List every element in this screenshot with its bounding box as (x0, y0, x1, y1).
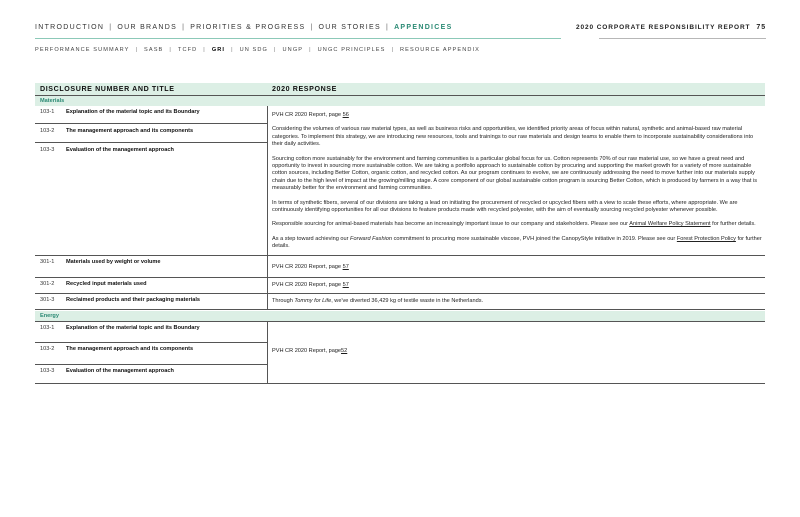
energy-response: PVH CR 2020 Report, page 52 (268, 321, 765, 383)
response-paragraph: Considering the volumes of various raw material types, as well as business risks and opportunities, we identified priority areas of focus within natural, synthetic and animal-based raw material categories. To implement this strategy, we are introducing new resources, tools and trainings to our raw materials and design teams to enable them to incorporate sustainability considerations into their daily activities. (272, 126, 754, 148)
top-nav (35, 24, 453, 31)
response-paragraph: PVH CR 2020 Report, page 56 (272, 112, 349, 118)
subnav-performance-summary[interactable]: PERFORMANCE SUMMARY (35, 47, 130, 53)
subnav-ungp[interactable]: UNGP (282, 47, 304, 53)
nav-separator: | (310, 24, 314, 31)
disclosure-number: 301-1 (40, 258, 55, 265)
subnav-un-sdg[interactable]: UN SDG (239, 47, 268, 53)
materials-disclosure-list (35, 106, 268, 255)
subnav-sasb[interactable]: SASB (144, 47, 164, 53)
page-link[interactable]: 52 (341, 348, 348, 355)
sub-nav (35, 47, 480, 53)
subnav-separator: | (309, 47, 312, 53)
report-header-divider (599, 38, 766, 39)
subnav-separator: | (135, 47, 139, 53)
disclosure-title: Materials used by weight or volume (66, 258, 161, 265)
disclosure-number: 103-2 (40, 345, 55, 352)
nav-priorities-progress[interactable]: PRIORITIES & PROGRESS (190, 24, 306, 31)
nav-our-stories[interactable]: OUR STORIES (318, 24, 381, 31)
disclosure-number: 103-3 (40, 147, 55, 153)
section-materials: Materials (35, 96, 765, 106)
subnav-tcfd[interactable]: TCFD (177, 47, 198, 53)
report-title: 2020 CORPORATE RESPONSIBILITY REPORT (575, 24, 751, 31)
table-row (35, 294, 765, 310)
table-row (35, 278, 765, 294)
table-row (35, 343, 267, 365)
energy-management-group (35, 321, 765, 384)
table-row (35, 106, 267, 124)
disclosure-title: The management approach and its components (66, 345, 194, 352)
subnav-separator: | (203, 47, 206, 53)
gri-disclosure-table (35, 83, 765, 384)
animal-welfare-policy-link[interactable]: Animal Welfare Policy Statement (629, 221, 711, 228)
table-row (35, 124, 267, 143)
nav-introduction[interactable]: INTRODUCTION (35, 24, 105, 31)
response-paragraph: Responsible sourcing for animal-based materials has become an increasingly important issue to our company and stakeholders. Please see our Animal Welfare Policy Statement for further details. (272, 221, 756, 228)
section-energy: Energy (35, 311, 765, 321)
disclosure-title: Reclaimed products and their packaging materials (66, 296, 200, 303)
report-header (576, 24, 766, 31)
subnav-separator: | (273, 47, 277, 53)
response-cell: PVH CR 2020 Report, page 57 (272, 281, 349, 288)
table-row (35, 256, 765, 278)
subnav-separator: | (391, 47, 395, 53)
page-number: 75 (756, 24, 766, 31)
nav-separator: | (385, 24, 390, 31)
disclosure-title: Evaluation of the management approach (66, 367, 174, 374)
materials-response (268, 106, 765, 255)
disclosure-number: 103-1 (40, 324, 55, 331)
table-row (35, 143, 267, 154)
response-cell: PVH CR 2020 Report, page 57 (272, 263, 349, 270)
nav-separator: | (109, 24, 113, 31)
forest-protection-policy-link[interactable]: Forest Protection Policy (676, 235, 736, 242)
disclosure-title: Evaluation of the management approach (66, 147, 174, 153)
disclosure-number: 301-3 (40, 296, 55, 303)
page-link[interactable]: 57 (342, 263, 349, 270)
page-link[interactable]: 57 (342, 281, 349, 288)
disclosure-title: Explanation of the material topic and its Boundary (66, 109, 200, 115)
column-header-response: 2020 RESPONSE (272, 85, 337, 93)
nav-our-brands[interactable]: OUR BRANDS (117, 24, 178, 31)
disclosure-title: Recycled input materials used (66, 280, 147, 287)
subnav-separator: | (169, 47, 172, 53)
disclosure-title: Explanation of the material topic and its Boundary (66, 324, 200, 331)
subnav-ungc-principles[interactable]: UNGC PRINCIPLES (317, 47, 386, 53)
disclosure-number: 301-2 (40, 280, 55, 287)
response-paragraph: As a step toward achieving our Forward Fashion commitment to procuring more sustainable viscose, PVH joined the CanopyStyle initiative in 2019. Please see our Forest Protection Policy for further details. (272, 235, 762, 250)
subnav-gri[interactable]: GRI (211, 47, 226, 53)
table-row (35, 365, 267, 383)
page-link[interactable]: 56 (342, 112, 349, 118)
column-header-disclosure: DISCLOSURE NUMBER AND TITLE (40, 85, 175, 93)
table-header (35, 83, 765, 96)
response-cell: Through Tommy for Life, we've diverted 36,429 kg of textile waste in the Netherlands. (272, 297, 484, 304)
table-row (35, 321, 267, 343)
nav-separator: | (182, 24, 186, 31)
disclosure-number: 103-3 (40, 367, 55, 374)
energy-disclosure-list (35, 321, 268, 383)
response-paragraph: Sourcing cotton more sustainably for the environment and farming communities is a particular global focus for us. Cotton represents 70% of our raw material use, so we have a great need and opportunity to invest in sourcing more sustainable cotton. We are taking a portfolio approach to sustainable cotton by procuring and supporting the market growth for a variety of more sustainable cotton sources, including Better Cotton, organic cotton, and recycled cotton. As our program continues to evolve, we are continuously addressing the need to move further into our materials supply chain due to the high level of impact at the growing/milling stage. A core component of our global sustainable cotton program is sourcing Better Cotton, which is produced by farmers in a way that is measurably better for the environment and farming communities. (272, 155, 758, 192)
nav-appendices[interactable]: APPENDICES (394, 24, 453, 31)
disclosure-number: 103-2 (40, 128, 55, 134)
materials-management-group (35, 106, 765, 256)
disclosure-title: The management approach and its components (66, 128, 194, 134)
disclosure-number: 103-1 (40, 109, 55, 115)
top-nav-divider (35, 38, 561, 39)
subnav-separator: | (231, 47, 234, 53)
response-paragraph: In terms of synthetic fibers, several of our divisions are taking a lead on initiating the procurement of recycled or upcycled fibers with a view to scale these efforts, where appropriate. We are continuously identifying opportunities for all our divisions to feature products made with recycled polyester, with the aim of eventually sourcing recycled polyester whenever possible. (272, 199, 738, 214)
subnav-resource-appendix[interactable]: RESOURCE APPENDIX (400, 47, 480, 53)
